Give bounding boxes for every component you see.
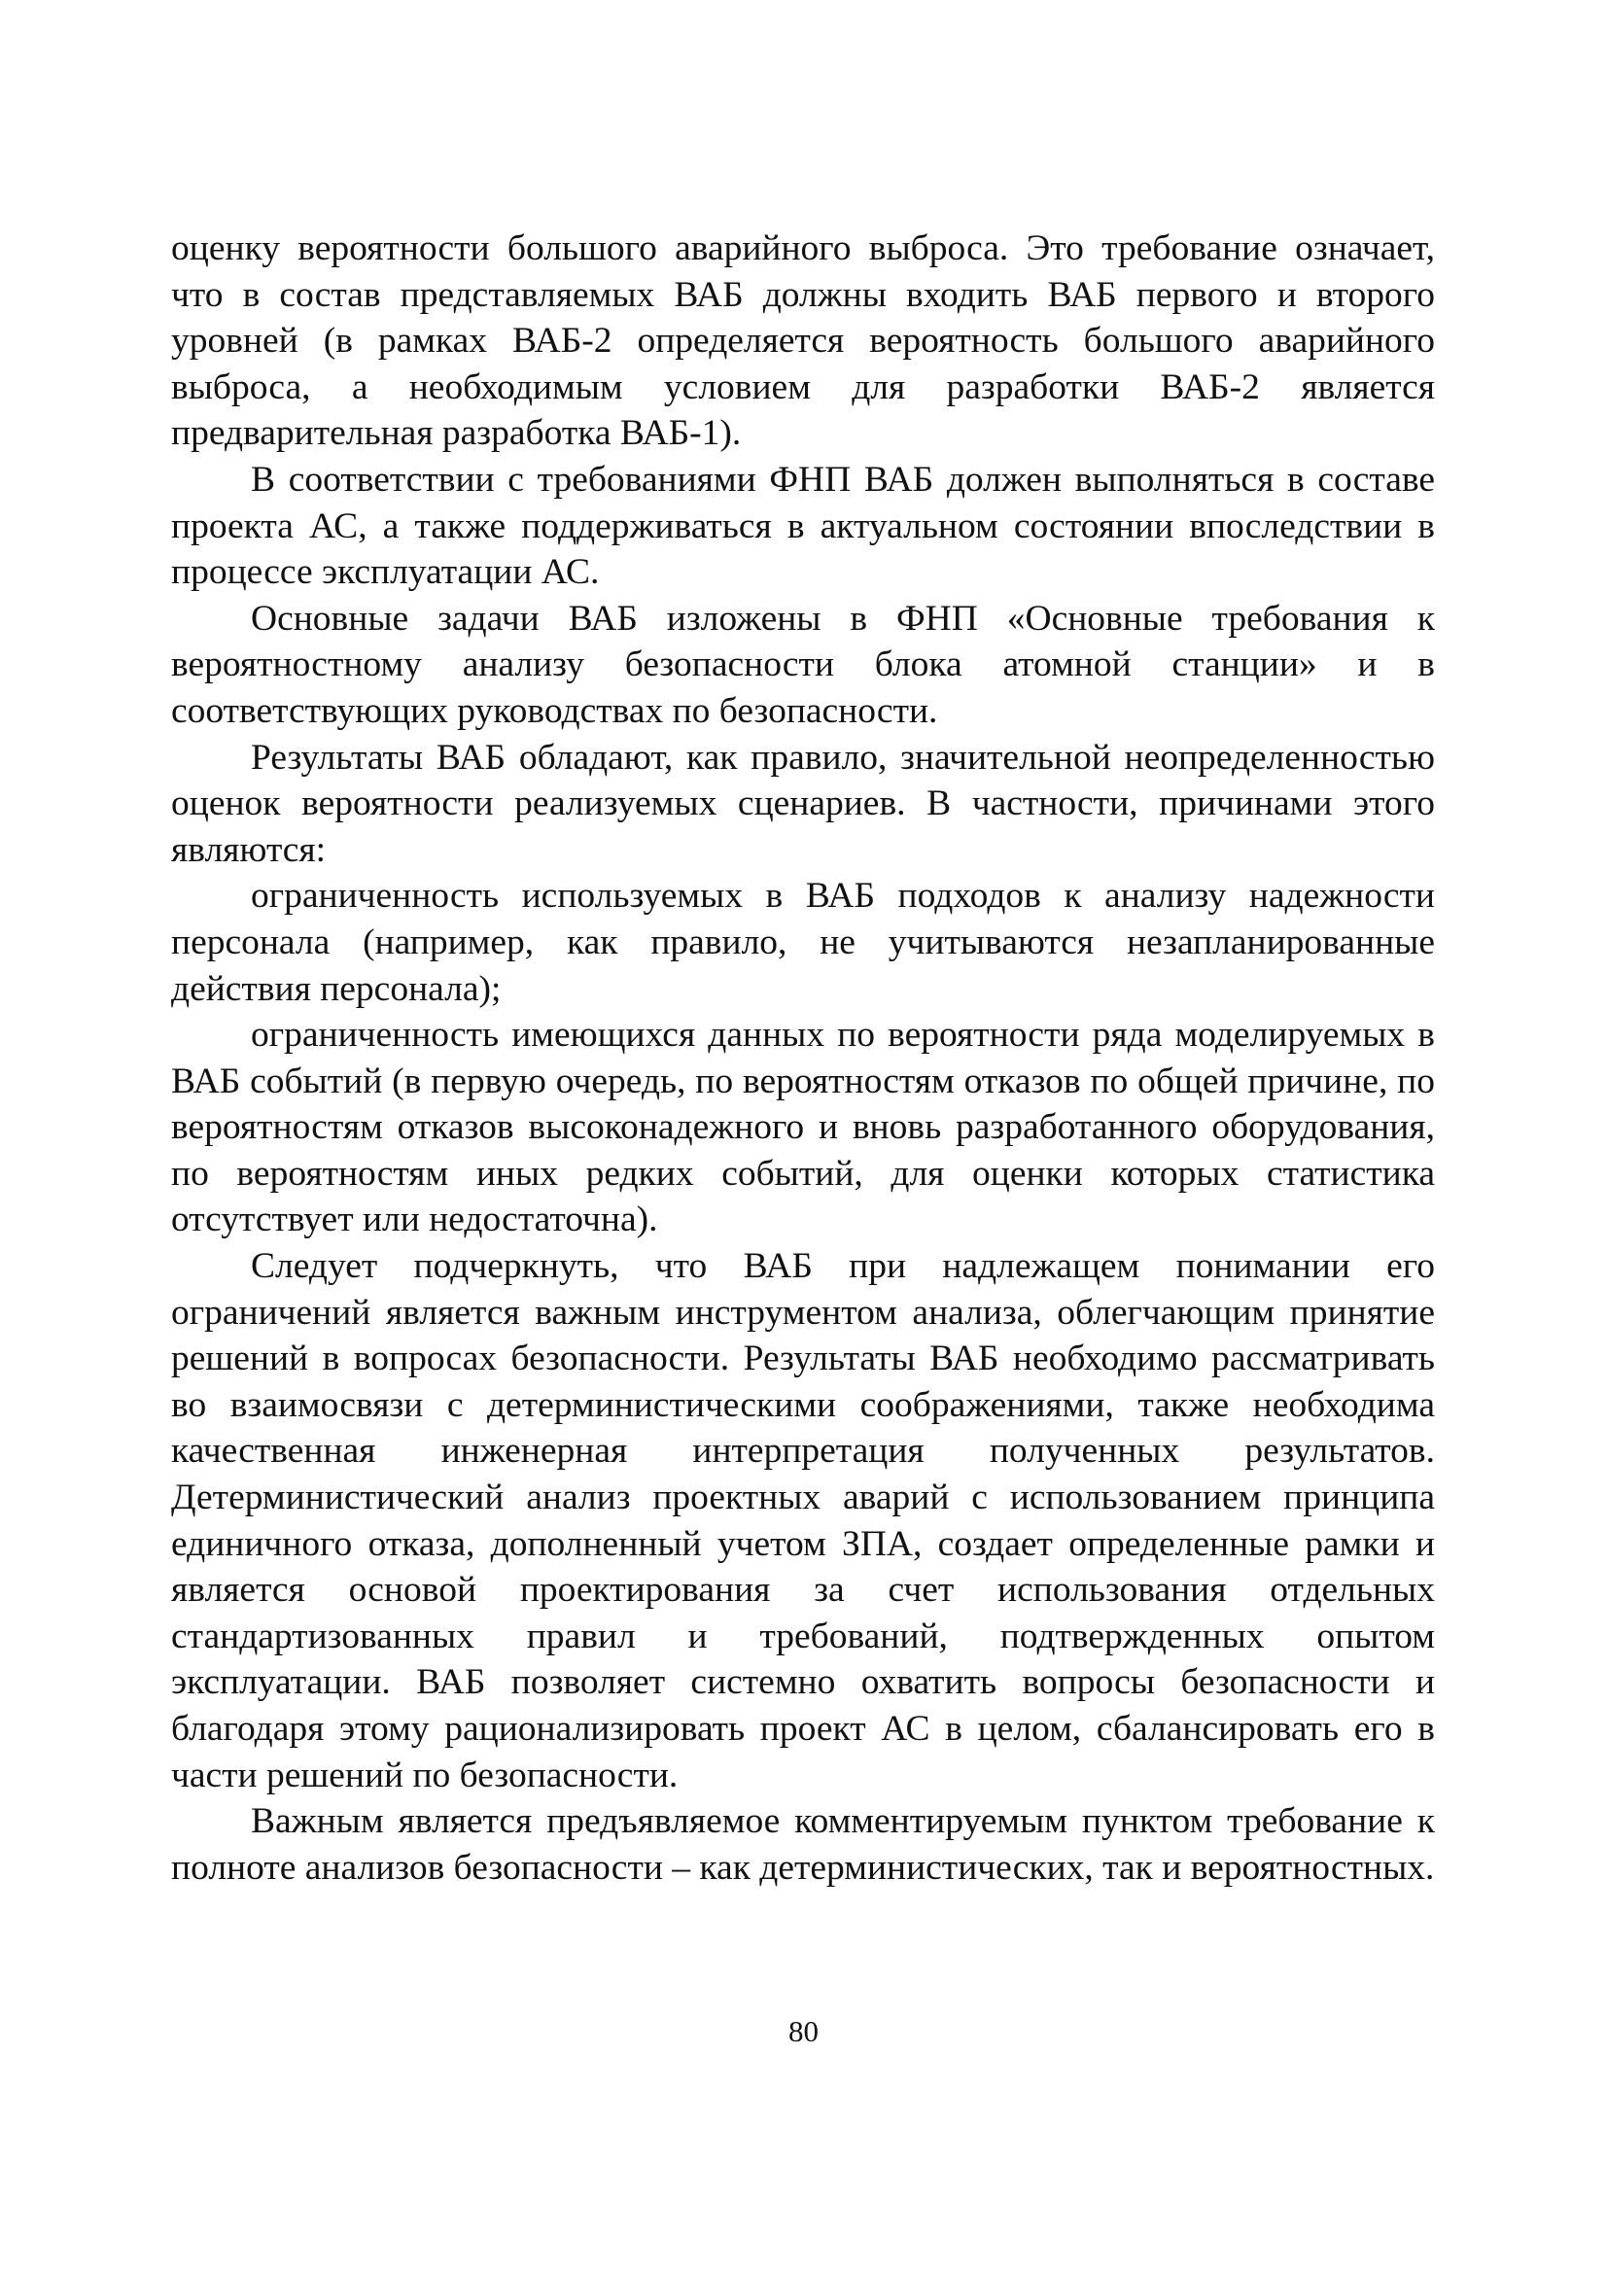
- paragraph-importance: Следует подчеркнуть, что ВАБ при надлежащем понимании его ограничений является важным инструментом анализа, облегчающим принятие решений в вопросах безопасности. Результаты ВАБ необходимо рассматривать во взаимосвязи с детерминистическими соображениями, также необходима качественная инженерная интерпретация полученных результатов. Детерминистический анализ проектных аварий с использованием принципа единичного отказа, дополненный учетом ЗПА, создает определенные рамки и является основой проектирования за счет использования отдельных стандартизованных правил и требований, подтвержденных опытом эксплуатации. ВАБ позволяет системно охватить вопросы безопасности и благодаря этому рационализировать проект АС в целом, сбалансировать его в части решений по безопасности.: [171, 1246, 1435, 1795]
- paragraph-completeness: Важным является предъявляемое комментируемым пунктом требование к полноте анализов безопасности – как детерминистических, так и вероятностных.: [171, 1801, 1435, 1888]
- paragraph-fnp-requirements: В соответствии с требованиями ФНП ВАБ должен выполняться в составе проекта АС, а также поддерживаться в актуальном состоянии впоследствии в процессе эксплуатации АС.: [171, 459, 1435, 593]
- page-number: 80: [788, 2014, 819, 2048]
- list-item-data: ограниченность имеющихся данных по вероятности ряда моделируемых в ВАБ событий (в первую очередь, по вероятностям отказов по общей причине, по вероятностям отказов высоконадежного и вновь разработанного оборудования, по вероятностям иных редких событий, для оценки которых статистика отсутствует или недостаточна).: [171, 1015, 1435, 1240]
- paragraph-continuation: оценку вероятности большого аварийного выброса. Это требование означает, что в состав представляемых ВАБ должны входить ВАБ первого и второго уровней (в рамках ВАБ-2 определяется вероятность большого аварийного выброса, а необходимым условием для разработки ВАБ-2 является предварительная разработка ВАБ-1).: [171, 228, 1435, 454]
- list-item-personnel: ограниченность используемых в ВАБ подходов к анализу надежности персонала (например, как правило, не учитываются незапланированные действия персонала);: [171, 876, 1435, 1009]
- paragraph-uncertainty: Результаты ВАБ обладают, как правило, значительной неопределенностью оценок вероятности реализуемых сценариев. В частности, причинами этого являются:: [171, 737, 1435, 870]
- paragraph-main-tasks: Основные задачи ВАБ изложены в ФНП «Основные требования к вероятностному анализу безопасности блока атомной станции» и в соответствующих руководствах по безопасности.: [171, 598, 1435, 731]
- body-text: [171, 226, 1435, 1891]
